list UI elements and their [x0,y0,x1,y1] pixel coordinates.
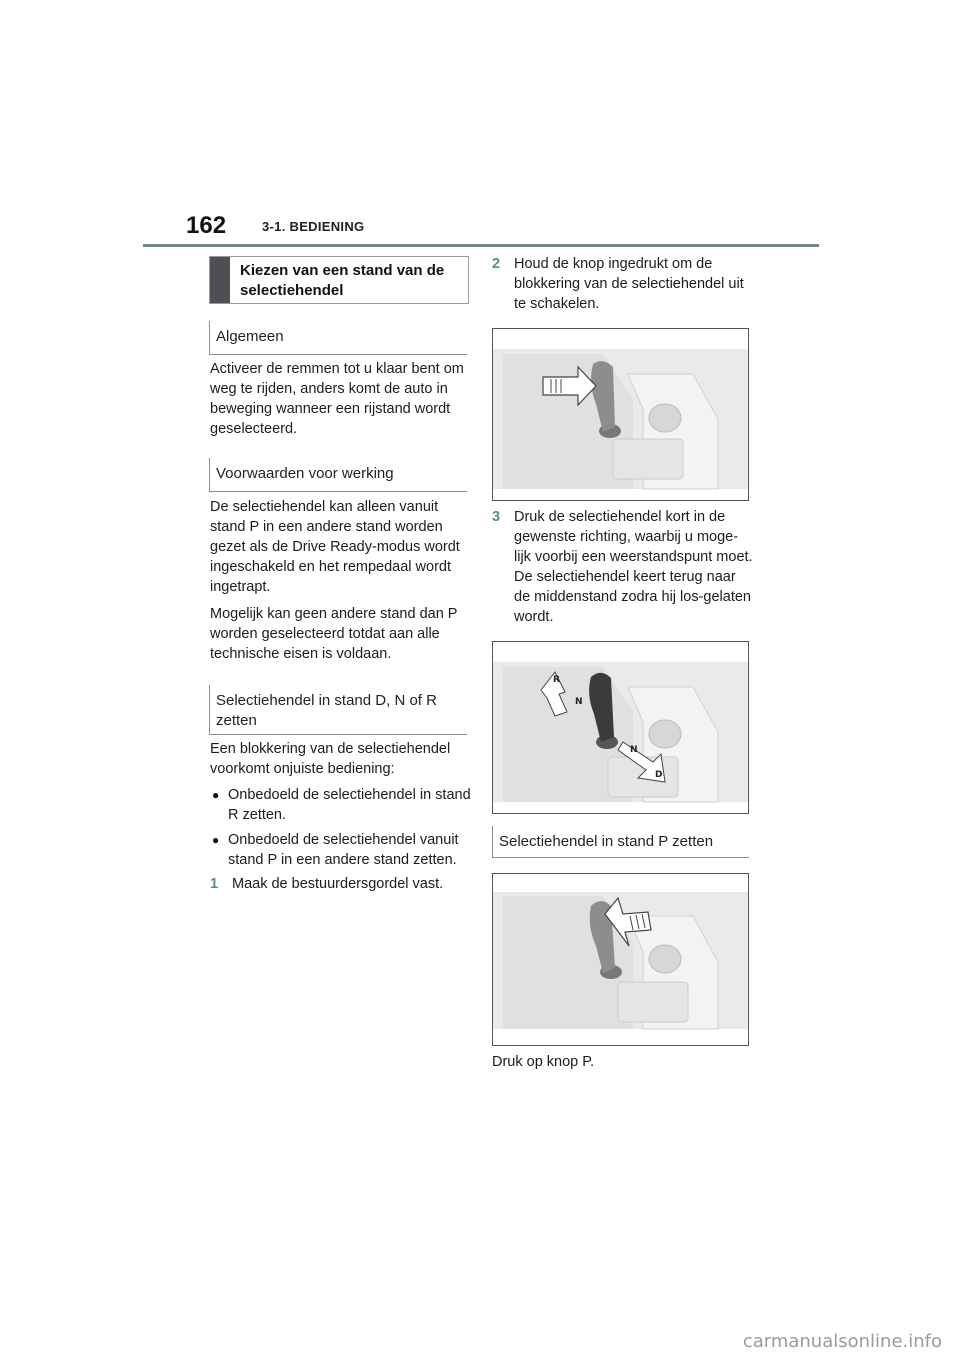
bullet-icon: ● [212,788,220,802]
chapter-title: 3-1. BEDIENING [262,219,365,234]
step-3 [492,507,754,627]
figure-unlock-button [492,328,749,501]
label-r: R [553,675,560,685]
paragraph-dnr: Een blokkering van de selectiehendel voorkomt onjuiste bediening: [210,741,451,777]
step-text: Druk de selectiehendel kort in de gewenste richting, waarbij u moge-lijk voorbij een weerstandspunt moet. De selectiehendel keert terug naar de middenstand zodra hij los-gelaten wordt. [514,509,753,625]
step-text: Maak de bestuurdersgordel vast. [232,876,444,892]
step-number: 3 [492,509,501,525]
label-n-lower: N [630,745,638,755]
gear-selector-illustration [493,329,748,500]
subheading-general: Algemeen [209,321,467,355]
label-n-upper: N [575,697,583,707]
bullet-text: Onbedoeld de selectiehendel vanuit stand P in een andere stand zetten. [228,832,459,868]
section-heading [209,256,469,304]
figure-park-button [492,873,749,1046]
label-d: D [655,770,663,780]
subheading-conditions: Voorwaarden voor werking [209,458,467,492]
paragraph-conditions-2: Mogelijk kan geen andere stand dan P worden geselecteerd totdat aan alle technische eisen is voldaan. [210,606,458,662]
bullet-item [212,830,472,870]
gear-park-illustration [493,874,748,1045]
step-text: Houd de knop ingedrukt om de blokkering van de selectiehendel uit te schakelen. [514,256,744,312]
header-rule [143,244,819,247]
step-2 [492,254,754,314]
subheading-dnr: Selectiehendel in stand D, N of R zetten [209,685,467,735]
watermark: carmanualsonline.info [742,1331,942,1352]
subheading-park: Selectiehendel in stand P zetten [492,826,749,858]
figure-directions [492,641,749,814]
paragraph-general: Activeer de remmen tot u klaar bent om weg te rijden, anders komt de auto in beweging wanneer een rijstand wordt geselecteerd. [210,361,464,437]
step-1 [210,874,472,894]
paragraph-park: Druk op knop P. [492,1054,595,1070]
bullet-item [212,785,472,825]
step-number: 2 [492,256,501,272]
paragraph-conditions-1: De selectiehendel kan alleen vanuit stand P in een andere stand worden gezet als de Drive Ready-modus wordt ingeschakeld en het rempedaal wordt ingetrapt. [210,499,460,595]
page-number: 162 [186,212,227,239]
section-heading-text: Kiezen van een stand van de selectiehendel [240,262,445,299]
bullet-icon: ● [212,833,220,847]
bullet-text: Onbedoeld de selectiehendel in stand R zetten. [228,787,471,823]
section-heading-bar [210,257,230,303]
gear-directions-illustration [493,642,748,813]
step-number: 1 [210,876,219,892]
